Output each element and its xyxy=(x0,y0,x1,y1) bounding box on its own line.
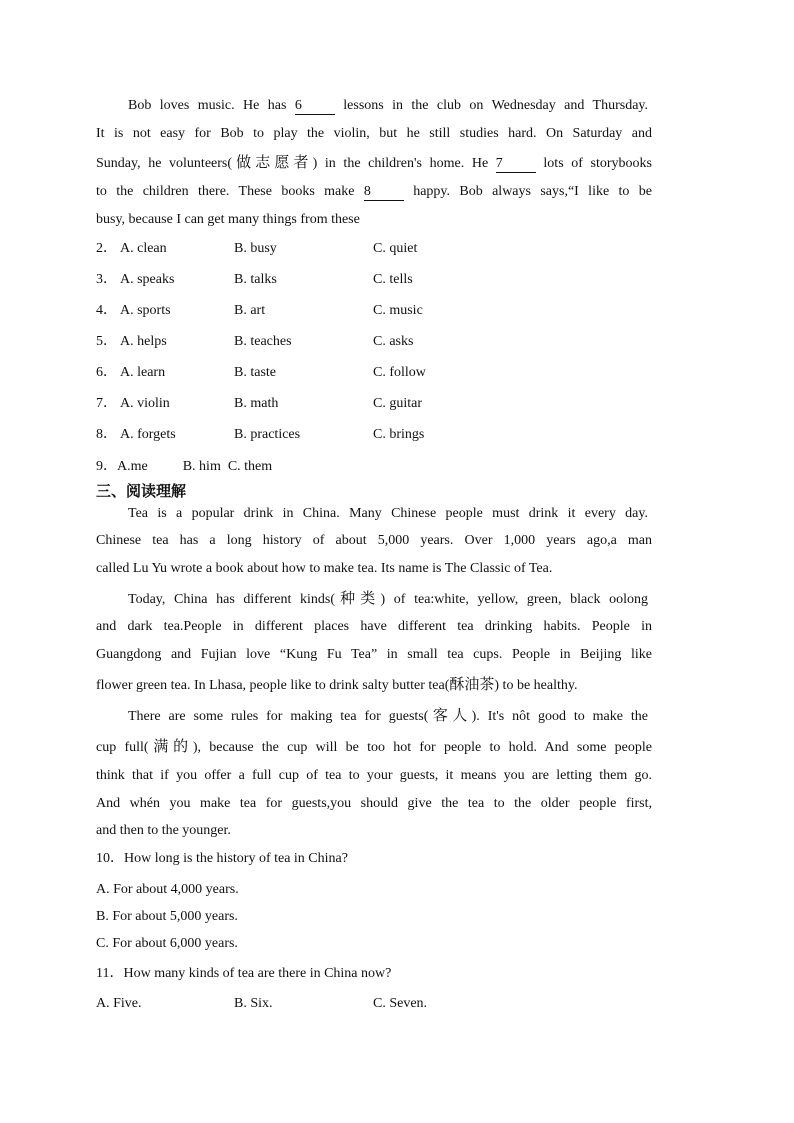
blank-6: 6 xyxy=(295,98,335,115)
passage2-p1-line2: Chinese tea has a long history of about 5,000 years. Over 1,000 years ago,a man xyxy=(96,533,652,548)
passage2-p2-line1: Today, China has different kinds(种类) of tea:white, yellow, green, black oolong xyxy=(128,589,648,607)
passage2-p3-line3: think that if you offer a full cup of tea to your guests, it means you are letting them go. xyxy=(96,768,652,783)
passage2-p1-line3: called Lu Yu wrote a book about how to make tea. Its name is The Classic of Tea. xyxy=(96,561,553,576)
option-row-9: 9．A.me B. him C. them xyxy=(96,459,273,474)
worksheet-page: Bob loves music. He has 6 lessons in the club on Wednesday and Thursday. It is not easy for Bob to play the violin, but he still studies hard. On Saturday and Sunday, he volunteers(做志愿者) in the children's home. He 7 lots of storybooks to the children there. These books make 8 happy. Bob always says,“I like to be busy, because I can get many things from these 2． A. clean B. busy C. quiet 3． A. speaks B. talks C. tells 4． A. sports B. art C. music 5． A. helps B. teaches C. asks 6． A. learn B. taste C. follow 7． A. violin B. math C. guitar 8． A. forgets B. practices C. brings 9．A.me B. him C. them 三、阅读理解 Tea is a popular drink in China. Many Chinese people must drink it every day. Chinese tea has a long history of about 5,000 years. Over 1,000 years ago,a man called Lu Yu wrote a book about how to make tea. Its name is The Classic of Tea. Today, China has different kinds(种类) of tea:white, yellow, green, black oolong and dark tea.People in different places have different tea drinking habits. People in Guangdong and Fujian love “Kung Fu Tea” in small tea cups. People in Beijing like flower green tea. In Lhasa, people like to drink salty butter tea(酥油茶) to be healthy. There are some rules for making tea for guests(客人). It's nôt good to make the cup full(满的), because the cup will be too hot for people to hold. And some people think that if you offer a full cup of tea to your guests, it means you are letting them go. And whén you make tea for guests,you should give the tea to the older people first, and then to the younger. 10．How long is the history of tea in China? A. For about 4,000 years. B. For about 5,000 years. C. For about 6,000 years. 11．How many kinds of tea are there in China now? A. Five. B. Six. C. Seven. xyxy=(0,0,794,1123)
passage2-p3-line4: And whén you make tea for guests,you should give the tea to the older people first, xyxy=(96,796,652,811)
question-10-option-c: C. For about 6,000 years. xyxy=(96,936,238,951)
passage2-p2-line3: Guangdong and Fujian love “Kung Fu Tea” in small tea cups. People in Beijing like xyxy=(96,647,652,662)
passage1-line2: It is not easy for Bob to play the violin, but he still studies hard. On Saturday and xyxy=(96,126,652,141)
passage2-p3-line1: There are some rules for making tea for guests(客人). It's nôt good to make the xyxy=(128,706,648,724)
blank-7: 7 xyxy=(496,156,536,173)
passage1-line5: busy, because I can get many things from these xyxy=(96,212,360,227)
question-10-option-a: A. For about 4,000 years. xyxy=(96,882,239,897)
passage2-p2-line2: and dark tea.People in different places have different tea drinking habits. People in xyxy=(96,619,652,634)
section-title-reading: 三、阅读理解 xyxy=(96,482,187,500)
question-10-option-b: B. For about 5,000 years. xyxy=(96,909,238,924)
blank-8: 8 xyxy=(364,184,404,201)
question-11-option-c: C. Seven. xyxy=(373,996,428,1011)
question-11-option-b: B. Six. xyxy=(234,996,273,1011)
question-11-option-a: A. Five. xyxy=(96,996,142,1011)
passage2-p3-line2: cup full(满的), because the cup will be too hot for people to hold. And some people xyxy=(96,737,652,755)
question-11: 11．How many kinds of tea are there in China now? xyxy=(96,966,392,981)
passage2-p2-line4: flower green tea. In Lhasa, people like to drink salty butter tea(酥油茶) to be healthy. xyxy=(96,675,578,693)
passage2-p1-line1: Tea is a popular drink in China. Many Chinese people must drink it every day. xyxy=(128,506,648,521)
question-10: 10．How long is the history of tea in China? xyxy=(96,851,348,866)
passage1-line3: Sunday, he volunteers(做志愿者) in the children's home. He 7 lots of storybooks xyxy=(96,153,652,171)
passage1-line1: Bob loves music. He has 6 lessons in the club on Wednesday and Thursday. xyxy=(128,98,649,113)
passage1-line4: to the children there. These books make 8 happy. Bob always says,“I like to be xyxy=(96,184,653,199)
passage2-p3-line5: and then to the younger. xyxy=(96,823,231,838)
